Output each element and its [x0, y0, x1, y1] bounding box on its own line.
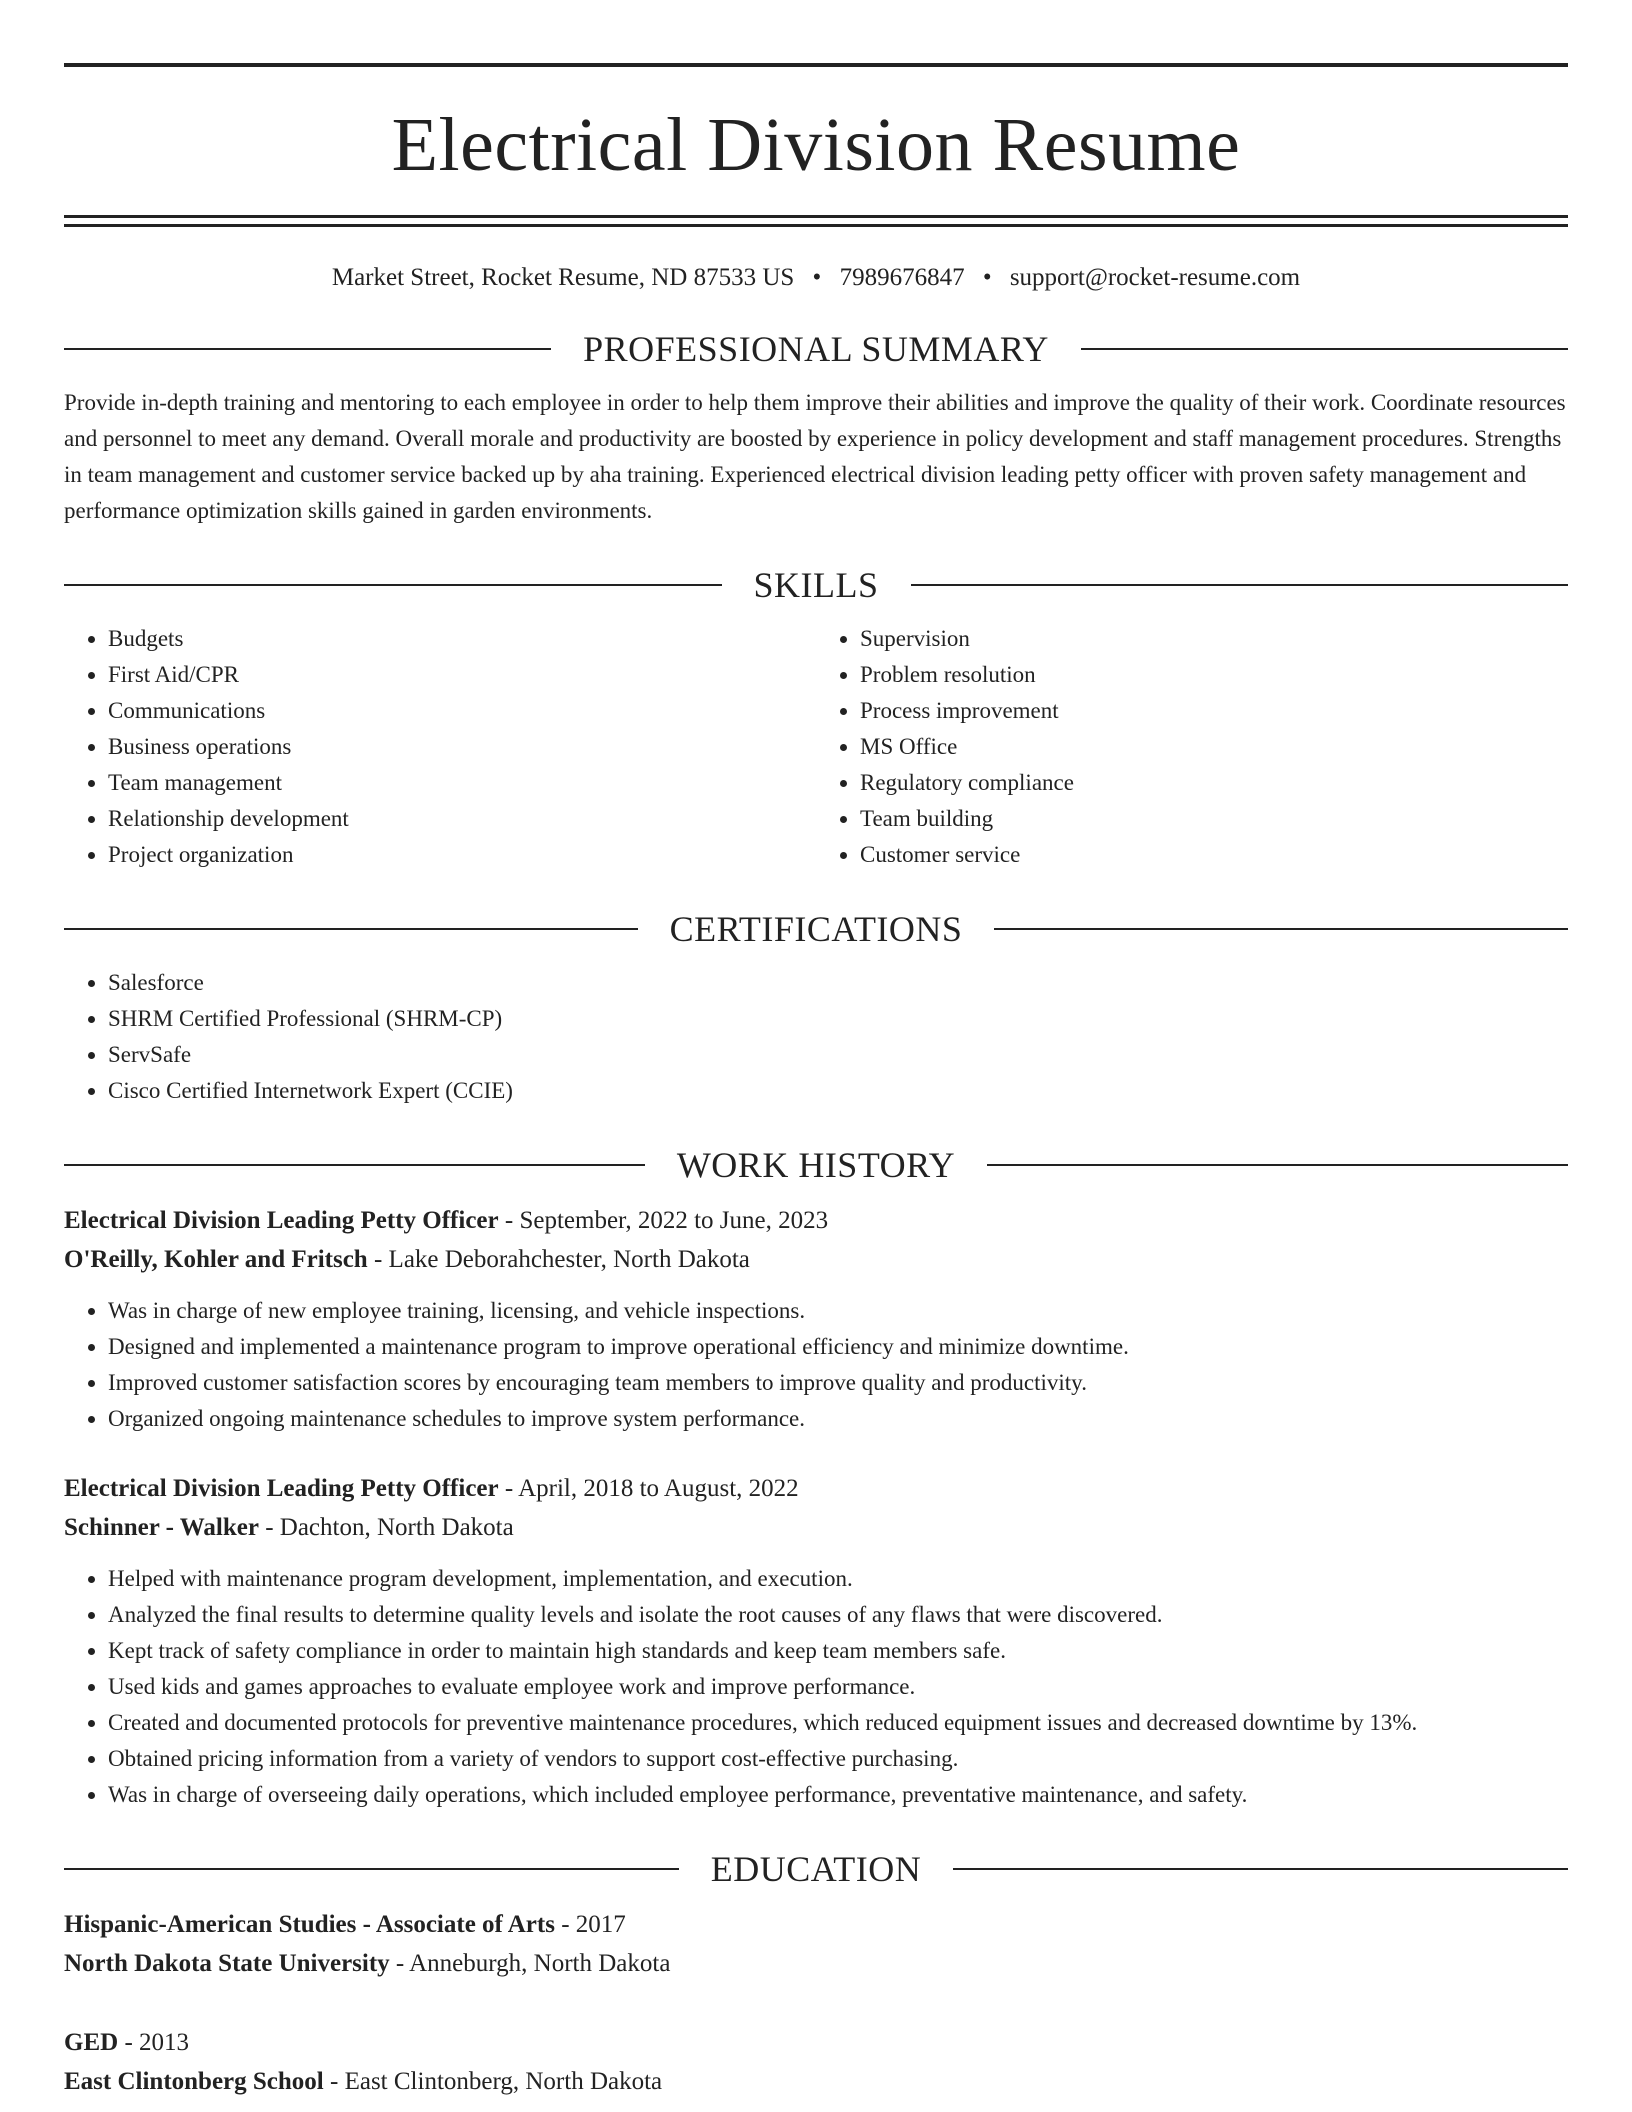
section-heading-education — [64, 1851, 1568, 1887]
job-title-line — [64, 1469, 1568, 1508]
certification-item: • Cisco Certified Internetwork Expert (CCIE) — [108, 1073, 1568, 1109]
skills-list-right — [816, 621, 1568, 873]
job-bullet: • Used kids and games approaches to evaluate employee work and improve performance. — [108, 1669, 1568, 1705]
section-title: WORK HISTORY — [676, 1145, 956, 1185]
job-dates: - April, 2018 to August, 2022 — [498, 1475, 799, 1502]
section-heading-work — [64, 1147, 1568, 1183]
certification-item: • ServSafe — [108, 1037, 1568, 1073]
skill-item: • Team building — [860, 801, 1568, 837]
heading-rule — [953, 1868, 1568, 1870]
education-school-line — [64, 2062, 1568, 2101]
heading-rule — [64, 1868, 679, 1870]
skill-item: • Project organization — [108, 837, 816, 873]
skill-item: • Budgets — [108, 621, 816, 657]
skills-columns — [64, 621, 1568, 873]
education-location: - East Clintonberg, North Dakota — [323, 2068, 663, 2095]
skill-item: • MS Office — [860, 729, 1568, 765]
skills-list-left — [64, 621, 816, 873]
contact-phone: 7989676847 — [839, 264, 965, 291]
contact-line — [64, 263, 1568, 293]
section-title: PROFESSIONAL SUMMARY — [583, 329, 1049, 369]
top-rule — [64, 63, 1568, 67]
section-title: CERTIFICATIONS — [669, 909, 963, 949]
education-school: East Clintonberg School — [64, 2068, 324, 2095]
job-bullet: • Was in charge of new employee training, licensing, and vehicle inspections. — [108, 1293, 1568, 1329]
skill-item: • Business operations — [108, 729, 816, 765]
section-heading-certifications — [64, 911, 1568, 947]
education-location: - Anneburgh, North Dakota — [389, 1950, 671, 1977]
job-title: Electrical Division Leading Petty Officer — [64, 1475, 499, 1502]
job-title: Electrical Division Leading Petty Officer — [64, 1207, 499, 1234]
job-bullet: • Created and documented protocols for preventive maintenance procedures, which reduced equipment issues and decreased downtime by 13%. — [108, 1705, 1568, 1741]
heading-rule — [64, 584, 722, 586]
job-bullet: • Analyzed the final results to determine quality levels and isolate the root causes of any flaws that were discovered. — [108, 1597, 1568, 1633]
summary-text: Provide in-depth training and mentoring to each employee in order to help them improve their abilities and improve the quality of their work. Coordinate resources and personnel to meet any demand. Overall morale and productivity are boosted by experience in policy development and staff management procedures. Strengths in team management and customer service backed up by aha training. Experienced electrical division leading petty officer with proven safety management and performance optimization skills gained in garden environments. — [64, 390, 1566, 523]
section-heading-skills — [64, 567, 1568, 603]
contact-address: Market Street, Rocket Resume, ND 87533 US — [331, 264, 795, 291]
education-entry — [64, 1905, 1568, 1983]
heading-rule — [1081, 348, 1568, 350]
job-bullet: • Kept track of safety compliance in order to maintain high standards and keep team members safe. — [108, 1633, 1568, 1669]
heading-rule — [911, 584, 1569, 586]
heading-rule — [994, 928, 1568, 930]
job-company-line — [64, 1240, 1568, 1279]
certifications-list — [64, 965, 1568, 1109]
contact-email: support@rocket-resume.com — [1009, 264, 1301, 291]
job-bullets — [64, 1561, 1568, 1813]
heading-rule — [64, 928, 638, 930]
resume-title: Electrical Division Resume — [391, 103, 1241, 187]
heading-rule — [64, 1164, 645, 1166]
job-company-line — [64, 1508, 1568, 1547]
job-bullet: • Obtained pricing information from a variety of vendors to support cost-effective purchasing. — [108, 1741, 1568, 1777]
section-title: SKILLS — [753, 565, 879, 605]
job-entry — [64, 1469, 1568, 1813]
section-heading-summary — [64, 331, 1568, 367]
contact-separator: • — [982, 264, 992, 291]
job-bullet: • Helped with maintenance program development, implementation, and execution. — [108, 1561, 1568, 1597]
certification-item: • Salesforce — [108, 965, 1568, 1001]
skill-item: • First Aid/CPR — [108, 657, 816, 693]
job-bullet: • Was in charge of overseeing daily operations, which included employee performance, preventative maintenance, and safety. — [108, 1777, 1568, 1813]
certification-item: • SHRM Certified Professional (SHRM-CP) — [108, 1001, 1568, 1037]
job-title-line — [64, 1201, 1568, 1240]
education-year: - 2013 — [118, 2029, 190, 2056]
education-degree: Hispanic-American Studies - Associate of Arts — [64, 1911, 555, 1938]
education-year: - 2017 — [554, 1911, 626, 1938]
skill-item: • Process improvement — [860, 693, 1568, 729]
job-bullet: • Designed and implemented a maintenance program to improve operational efficiency and minimize downtime. — [108, 1329, 1568, 1365]
job-bullet: • Organized ongoing maintenance schedules to improve system performance. — [108, 1401, 1568, 1437]
education-entry — [64, 2023, 1568, 2101]
heading-rule — [64, 348, 551, 350]
job-company: Schinner - Walker — [64, 1514, 259, 1541]
skill-item: • Customer service — [860, 837, 1568, 873]
heading-rule — [987, 1164, 1568, 1166]
job-company: O'Reilly, Kohler and Fritsch — [64, 1246, 368, 1273]
section-title: EDUCATION — [710, 1849, 922, 1889]
job-entry — [64, 1201, 1568, 1437]
skill-item: • Team management — [108, 765, 816, 801]
education-degree-line — [64, 1905, 1568, 1944]
education-degree: GED — [64, 2029, 119, 2056]
education-school-line — [64, 1944, 1568, 1983]
skill-item: • Relationship development — [108, 801, 816, 837]
job-location: - Dachton, North Dakota — [258, 1514, 514, 1541]
job-location: - Lake Deborahchester, North Dakota — [367, 1246, 750, 1273]
skill-item: • Communications — [108, 693, 816, 729]
skill-item: • Regulatory compliance — [860, 765, 1568, 801]
job-bullets — [64, 1293, 1568, 1437]
skill-item: • Supervision — [860, 621, 1568, 657]
job-bullet: • Improved customer satisfaction scores by encouraging team members to improve quality and productivity. — [108, 1365, 1568, 1401]
education-school: North Dakota State University — [64, 1950, 390, 1977]
education-degree-line — [64, 2023, 1568, 2062]
contact-separator: • — [812, 264, 822, 291]
title-double-rule — [64, 215, 1568, 227]
skill-item: • Problem resolution — [860, 657, 1568, 693]
job-dates: - September, 2022 to June, 2023 — [498, 1207, 829, 1234]
